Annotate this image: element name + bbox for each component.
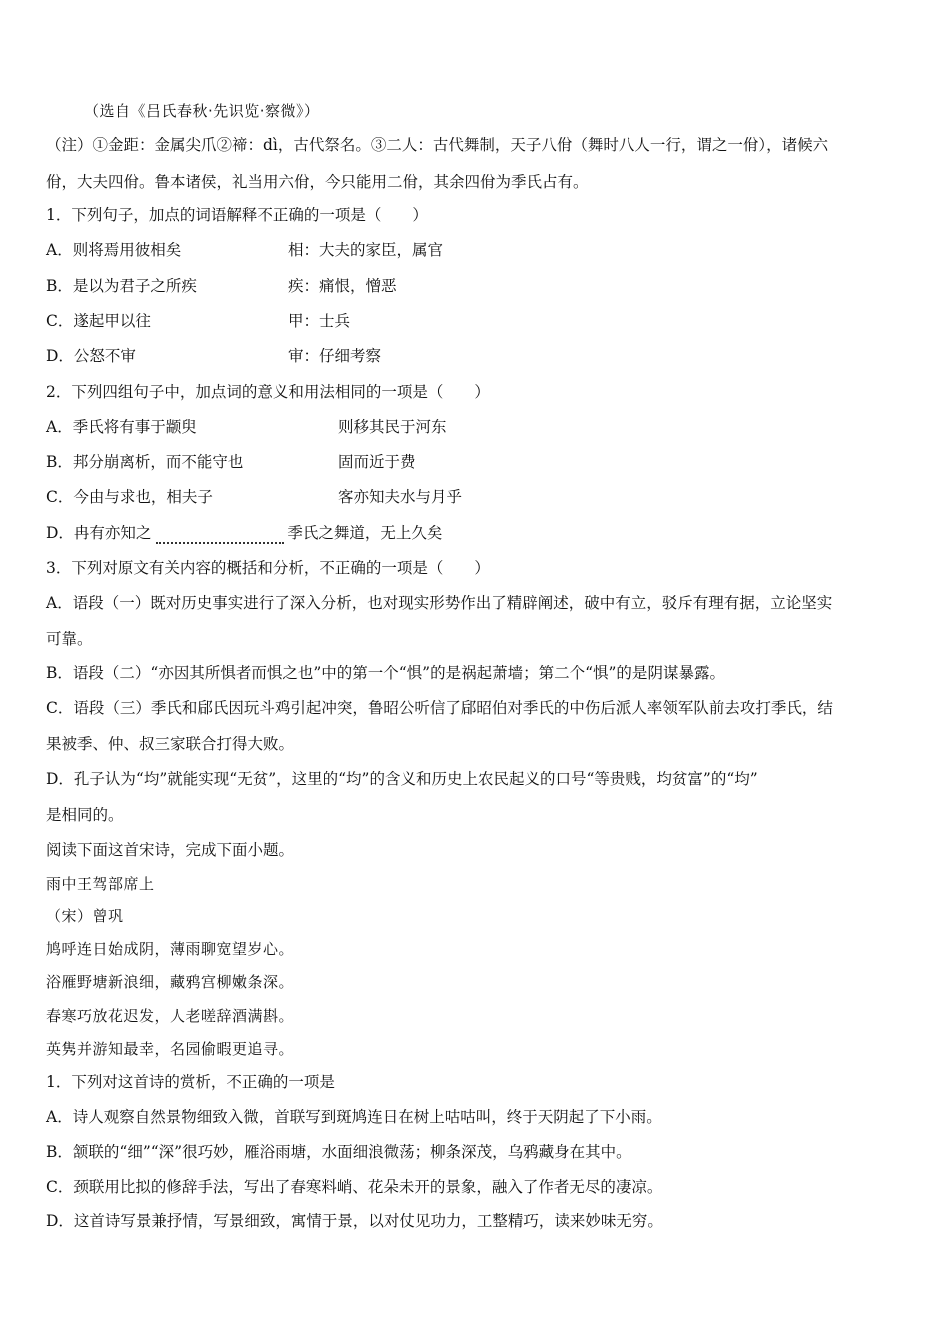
pq1-option-c: C．颈联用比拟的修辞手法，写出了春寒料峭、花朵未开的景象，融入了作者无尽的凄凉。	[46, 1178, 663, 1196]
q1-option-c-gloss: 甲：士兵	[288, 312, 351, 330]
q3-option-d-line-1: D．孔子认为“均”就能实现“无贫”，这里的“均”的含义和历史上农民起义的口号“等贵贱，均贫富”的“均”	[46, 770, 758, 788]
pq1-option-b: B．颔联的“细”“深”很巧妙，雁浴雨塘，水面细浪微荡；柳条深茂，乌鸦藏身在其中。	[46, 1143, 632, 1161]
q1-option-d-sentence: D．公怒不审	[46, 347, 136, 365]
q2-option-a	[46, 416, 926, 438]
q1-option-d	[46, 345, 926, 367]
pq1-option-a: A．诗人观察自然景物细致入微，首联写到斑鸠连日在树上咕咕叫，终于天阴起了下小雨。	[46, 1108, 662, 1126]
q1-option-a-sentence: A．则将焉用彼相矣	[46, 241, 182, 259]
poem-line-3: 春寒巧放花迟发，人老嗟辞酒满斟。	[46, 1007, 295, 1025]
poem-title: 雨中王驾部席上	[46, 875, 155, 893]
poem-line-2: 浴雁野塘新浪细，藏鸦宫柳嫩条深。	[46, 973, 295, 991]
q3-option-c-line-2: 果被季、仲、叔三家联合打得大败。	[46, 735, 295, 753]
q3-option-b: B．语段（二）“亦因其所惧者而惧之也”中的第一个“惧”的是祸起萧墙；第二个“惧”的是阴谋暴露。	[46, 664, 725, 682]
q2-stem: 2．下列四组句子中，加点词的意义和用法相同的一项是（ ）	[46, 383, 490, 401]
q3-option-a-line-2: 可靠。	[46, 630, 93, 648]
q3-option-d-line-2: 是相同的。	[46, 806, 124, 824]
poem-line-4: 英隽并游知最幸，名园偷暇更追寻。	[46, 1040, 295, 1058]
q3-option-a-line-1: A．语段（一）既对历史事实进行了深入分析，也对现实形势作出了精辟阐述，破中有立，驳斥有理有据，立论坚实	[46, 594, 833, 612]
q2-option-a-left: A．季氏将有事于颛臾	[46, 418, 197, 436]
q2-option-b-right: 固而近于费	[338, 453, 416, 471]
q2-option-d-right: 季氏之舞道，无上久矣	[287, 524, 443, 542]
q1-option-b-sentence: B．是以为君子之所疾	[46, 277, 197, 295]
q2-option-c-right: 客亦知夫水与月乎	[338, 488, 463, 506]
q1-option-c	[46, 310, 926, 332]
q2-option-a-right: 则移其民于河东	[338, 418, 447, 436]
dotted-leader	[156, 528, 284, 544]
q1-option-c-sentence: C．遂起甲以往	[46, 312, 151, 330]
poem-author: （宋）曾巩	[46, 907, 124, 925]
note-line-1: （注）①金距：金属尖爪②禘：dì，古代祭名。③二人：古代舞制，天子八佾（舞时八人一行，谓之一佾），诸候六	[46, 136, 829, 154]
q3-option-c-line-1: C．语段（三）季氏和郈氏因玩斗鸡引起冲突，鲁昭公听信了郈昭伯对季氏的中伤后派人率领军队前去攻打季氏，结	[46, 699, 833, 717]
q1-stem: 1．下列句子，加点的词语解释不正确的一项是（ ）	[46, 206, 428, 224]
q3-stem: 3．下列对原文有关内容的概括和分析，不正确的一项是（ ）	[46, 559, 490, 577]
poem-intro: 阅读下面这首宋诗，完成下面小题。	[46, 841, 295, 859]
q1-option-a	[46, 239, 926, 261]
q2-option-c	[46, 486, 926, 508]
q2-option-b-left: B．邦分崩离析，而不能守也	[46, 453, 244, 471]
note-line-2: 佾，大夫四佾。鲁本诸侯，礼当用六佾，今只能用二佾，其余四佾为季氏占有。	[46, 173, 589, 191]
q1-option-a-gloss: 相：大夫的家臣，属官	[288, 241, 444, 259]
pq1-option-d: D．这首诗写景兼抒情，写景细致，寓情于景，以对仗见功力，工整精巧，读来妙味无穷。	[46, 1212, 663, 1230]
q1-option-b-gloss: 疾：痛恨，憎恶	[288, 277, 397, 295]
pq1-stem: 1．下列对这首诗的赏析，不正确的一项是	[46, 1073, 335, 1091]
q2-option-d-left: D．冉有亦知之	[46, 524, 152, 542]
q2-option-c-left: C．今由与求也，相夫子	[46, 488, 213, 506]
q2-option-d	[46, 522, 926, 544]
q1-option-d-gloss: 审：仔细考察	[288, 347, 382, 365]
q1-option-b	[46, 275, 926, 297]
q2-option-b	[46, 451, 926, 473]
source-citation: （选自《吕氏春秋·先识览·察微》）	[84, 102, 320, 120]
poem-line-1: 鸠呼连日始成阴，薄雨聊宽望岁心。	[46, 940, 295, 958]
